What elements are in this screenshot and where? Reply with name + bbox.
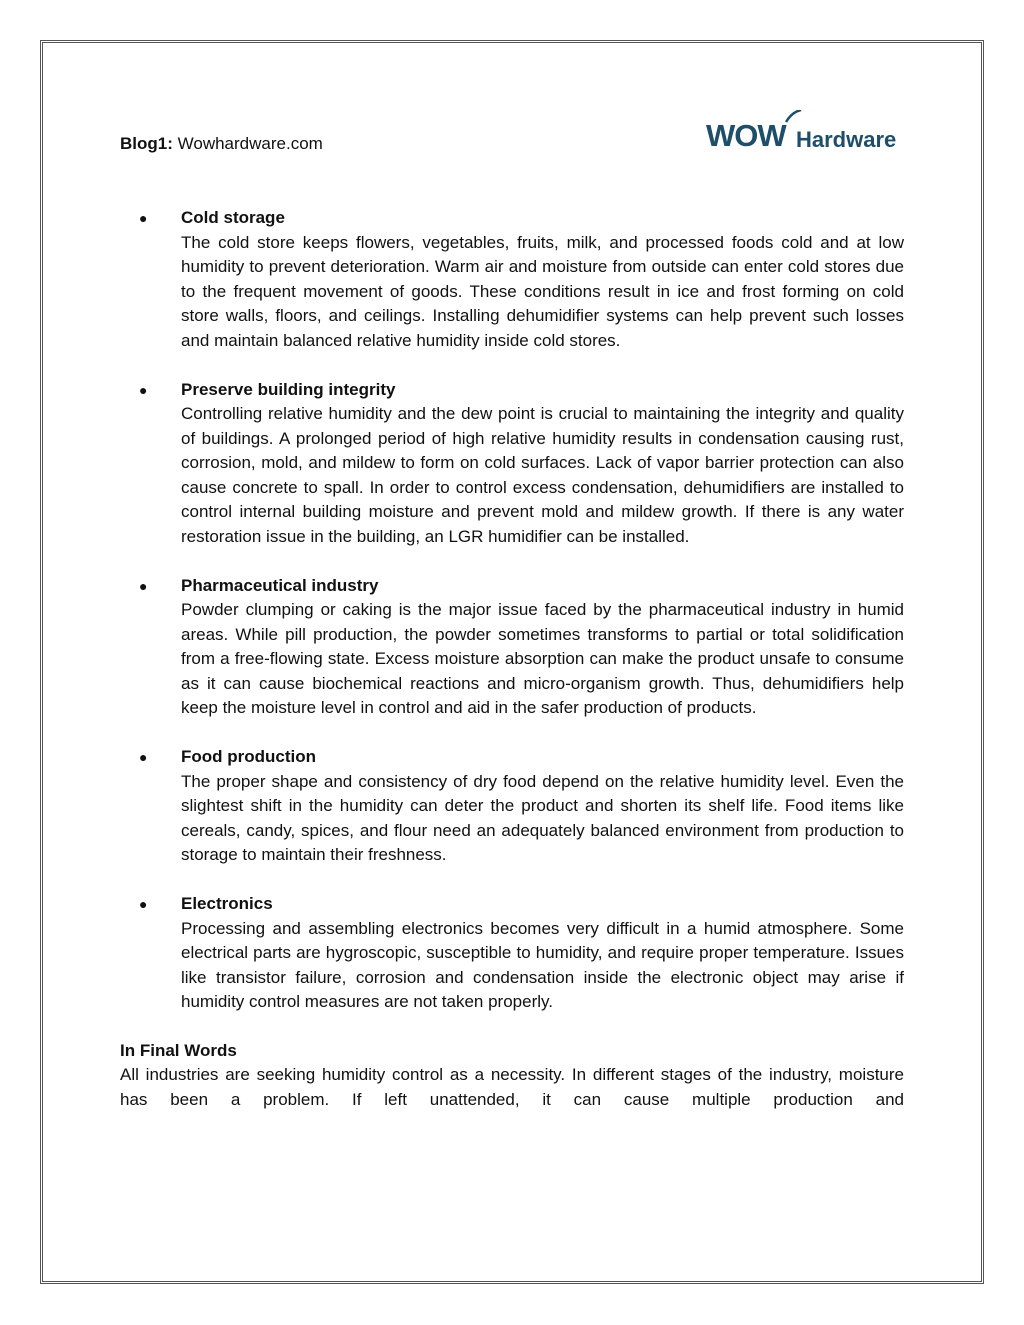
blog-site: Wowhardware.com — [177, 134, 323, 153]
final-heading: In Final Words — [120, 1040, 237, 1060]
list-item — [120, 574, 904, 721]
logo-wow-text: WOW — [706, 118, 786, 152]
section-title: Preserve building integrity — [181, 379, 396, 399]
bullet-dot-icon: ● — [139, 210, 148, 226]
logo-swoosh-icon — [786, 110, 801, 122]
section-title: Electronics — [181, 894, 273, 913]
final-body: All industries are seeking humidity control as a necessity. In different stages of the industry, moisture has been a problem. If left unattended, it can cause multiple production and — [120, 1065, 904, 1109]
list-item — [120, 378, 904, 550]
section-body: The proper shape and consistency of dry food depend on the relative humidity level. Even the slightest shift in the humidity can deter the product and shorten its shelf life. Food items like cereals, candy, spices, and flour need an adequately balanced environment from production to storage to maintain their freshness. — [181, 771, 904, 864]
bullet-dot-icon: ● — [139, 896, 148, 912]
bullet-dot-icon: ● — [139, 381, 148, 398]
section-body: The cold store keeps flowers, vegetables, fruits, milk, and processed foods cold and at low humidity to prevent deterioration. Warm air and moisture from outside can enter cold stores due to the frequent movement of goods. These conditions result in ice and frost forming on cold store walls, floors, and ceilings. Installing dehumidifier systems can help prevent such losses and maintain balanced relative humidity inside cold stores. — [181, 232, 904, 350]
bullet-dot-icon: ● — [139, 577, 148, 594]
section-title: Pharmaceutical industry — [181, 575, 379, 595]
section-body: Powder clumping or caking is the major issue faced by the pharmaceutical industry in humid areas. While pill production, the powder sometimes transforms to partial or total solidification from a free-flowing state. Excess moisture absorption can make the product unsafe to consume as it can cause biochemical reactions and micro-organism growth. Thus, dehumidifiers help keep the moisture level in control and aid in the safer production of products. — [181, 600, 904, 717]
list-item — [120, 745, 904, 868]
section-body: Controlling relative humidity and the dew point is crucial to maintaining the integrity and quality of buildings. A prolonged period of high relative humidity results in condensation causing rust, corrosion, mold, and mildew to form on cold surfaces. Lack of vapor barrier protection can also cause concrete to spall. In order to control excess condensation, dehumidifiers are installed to control internal building moisture and prevent mold and mildew growth. If there is any water restoration issue in the building, an LGR humidifier can be installed. — [181, 404, 904, 546]
article-content — [120, 206, 904, 1112]
bullet-dot-icon: ● — [139, 749, 148, 765]
section-title: Food production — [181, 747, 317, 766]
list-item — [120, 206, 904, 353]
bullet-list — [120, 206, 904, 1015]
wow-hardware-logo — [706, 110, 906, 152]
section-title: Cold storage — [181, 208, 285, 227]
logo-hardware-text: Hardware — [796, 127, 897, 152]
section-body: Processing and assembling electronics becomes very difficult in a humid atmosphere. Some electrical parts are hygroscopic, susceptible to humidity, and require proper temperature. Issues like transistor failure, corrosion and condensation inside the electronic object may arise if humidity control measures are not taken properly. — [181, 918, 904, 1011]
list-item — [120, 892, 904, 1015]
blog-label: Blog1: — [120, 134, 173, 153]
blog-header — [120, 134, 323, 154]
